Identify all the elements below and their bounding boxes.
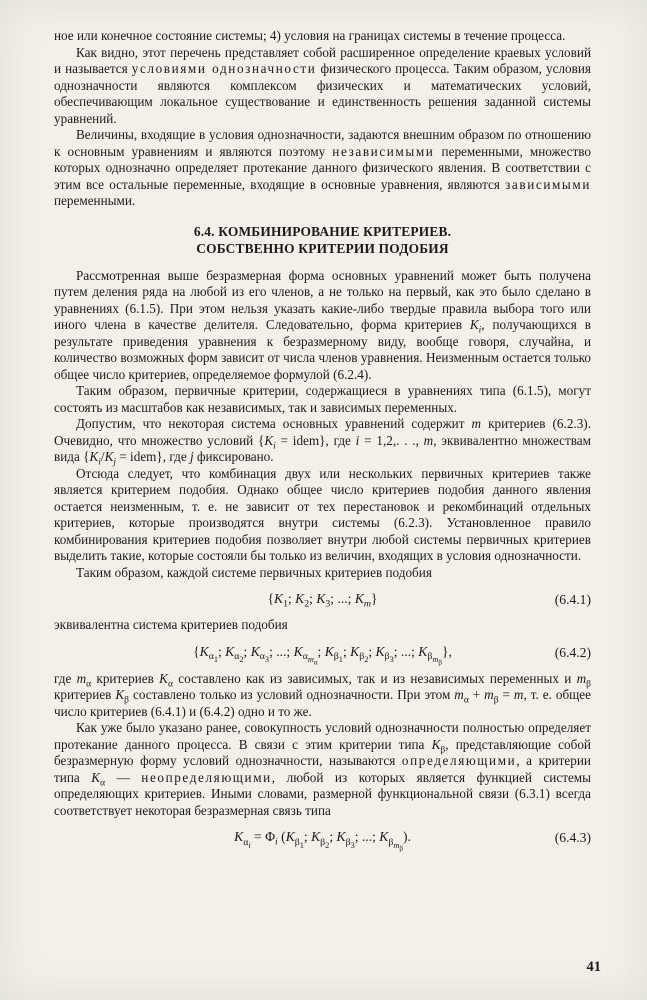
paragraph-p2: Как видно, этот перечень представляет собой расширенное определение краевых условий и называется условиями однозначности физического процесса. Таким образом, условия однозначности являются комплексом физических и математических условий, обеспечивающим локальное существование и единственность решения заданной системы уравнений. [54, 44, 591, 126]
section-heading [54, 223, 591, 257]
equation-6-4-3 [54, 827, 591, 853]
equation-6-4-3-body: $K_{\alpha_i} = \Phi_i$ ($K_{\beta_1}$; $K_{\beta_2}$; $K_{\beta_3}$; ...; $K_{\beta_{m_\beta}}$). [234, 829, 411, 853]
paragraph-p11: Как уже было указано ранее, совокупность условий однозначности полностью определяет протекание данного процесса. В связи с этим критерии типа $K_\beta$, представляющие собой безразмерную форму условий однозначности, называются определяющими, а критерии типа $K_\alpha$ — неопределяющими, любой из которых является функцией системы определяющих критериев. Иными словами, размерной функциональной связи (6.3.1) всегда соответствует некоторая безразмерная связь типа [54, 720, 592, 818]
equation-6-4-3-number: (6.4.3) [554, 830, 591, 846]
page-number: 41 [586, 959, 601, 975]
paragraph-p7: Отсюда следует, что комбинация двух или нескольких первичных критериев также является критерием подобия. Однако общее число критериев подобия данного явления остается неизменным, т. е. не зависит от тех перестановок и рекомбинаций отдельных критериев, которые производятся внутри системы (6.2.3). Установленное правило комбинирования критериев подобия позволяет внутри любой системы первичных критериев выделить такие, которые состояли бы только из величин, входящих в условия однозначности. [54, 465, 591, 563]
paragraph-p4: Рассмотренная выше безразмерная форма основных уравнений может быть получена путем деления ряда на любой из его членов, а не только на первый, как это было сделано в уравнениях (6.1.5). При этом нельзя указать какие-либо твердые правила выбора того или иного члена в качестве делителя. Следовательно, форма критериев $K_i$, получающихся в результате приведения уравнения к безразмерному виду, вообще говоря, случайна, и количество возможных форм зависит от числа членов уравнения. Неизменным остается только общее число критериев, определяемое формулой (6.2.4). [54, 267, 591, 382]
equation-6-4-1 [54, 589, 591, 609]
paragraph-p9: эквивалентна система критериев подобия [54, 617, 288, 632]
paragraph-p6: Допустим, что некоторая система основных уравнений содержит m критериев (6.2.3). Очевидно, что множество условий {$K_i$ = idem}, где i = 1,2,. . ., m, эквивалентно множествам вида {$K_i/K_j$ = idem}, где j фиксировано. [54, 416, 592, 468]
equation-6-4-2-number: (6.4.2) [554, 644, 591, 660]
section-heading-line1: 6.4. КОМБИНИРОВАНИЕ КРИТЕРИЕВ. [193, 223, 452, 239]
equation-6-4-2 [54, 642, 591, 667]
equation-6-4-2-body: {$K_{\alpha_1}$; $K_{\alpha_2}$; $K_{\alpha_3}$; ...; $K_{\alpha_{m_\alpha}}$; $K_{\beta_1}$; $K_{\beta_2}$; $K_{\beta_3}$; ...; $K_{\beta_{m_\beta}}$}, [193, 643, 452, 667]
paragraph-p1: ное или конечное состояние системы; 4) условия на границах системы в течение процесса. [54, 28, 566, 43]
paragraph-p3: Величины, входящие в условия однозначности, задаются внешним образом по отношению к основным уравнениям и являются поэтому независимыми переменными, множество которых однозначно определяет протекание данного физического явления. В соответствии с этим все остальные переменные, входящие в основные уравнения, являются зависимыми переменными. [54, 127, 591, 208]
paragraph-p8: Таким образом, каждой системе первичных критериев подобия [76, 564, 432, 580]
section-heading-line2: СОБСТВЕННО КРИТЕРИИ ПОДОБИЯ [196, 240, 449, 256]
paragraph-p5: Таким образом, первичные критерии, содержащиеся в уравнениях типа (6.1.5), могут состоять из масштабов как независимых, так и зависимых переменных. [54, 383, 591, 415]
paragraph-p10: где $m_\alpha$ критериев $K_\alpha$ составлено как из зависимых, так и из независимых переменных и $m_\beta$ критериев $K_\beta$ составлено только из условий однозначности. При этом $m_\alpha + m_\beta = m$, т. е. общее число критериев (6.4.1) и (6.4.2) одно и то же. [54, 670, 592, 719]
equation-6-4-1-body: {$K_1$; $K_2$; $K_3$; ...; $K_m$} [267, 591, 378, 610]
equation-6-4-1-number: (6.4.1) [554, 592, 591, 607]
